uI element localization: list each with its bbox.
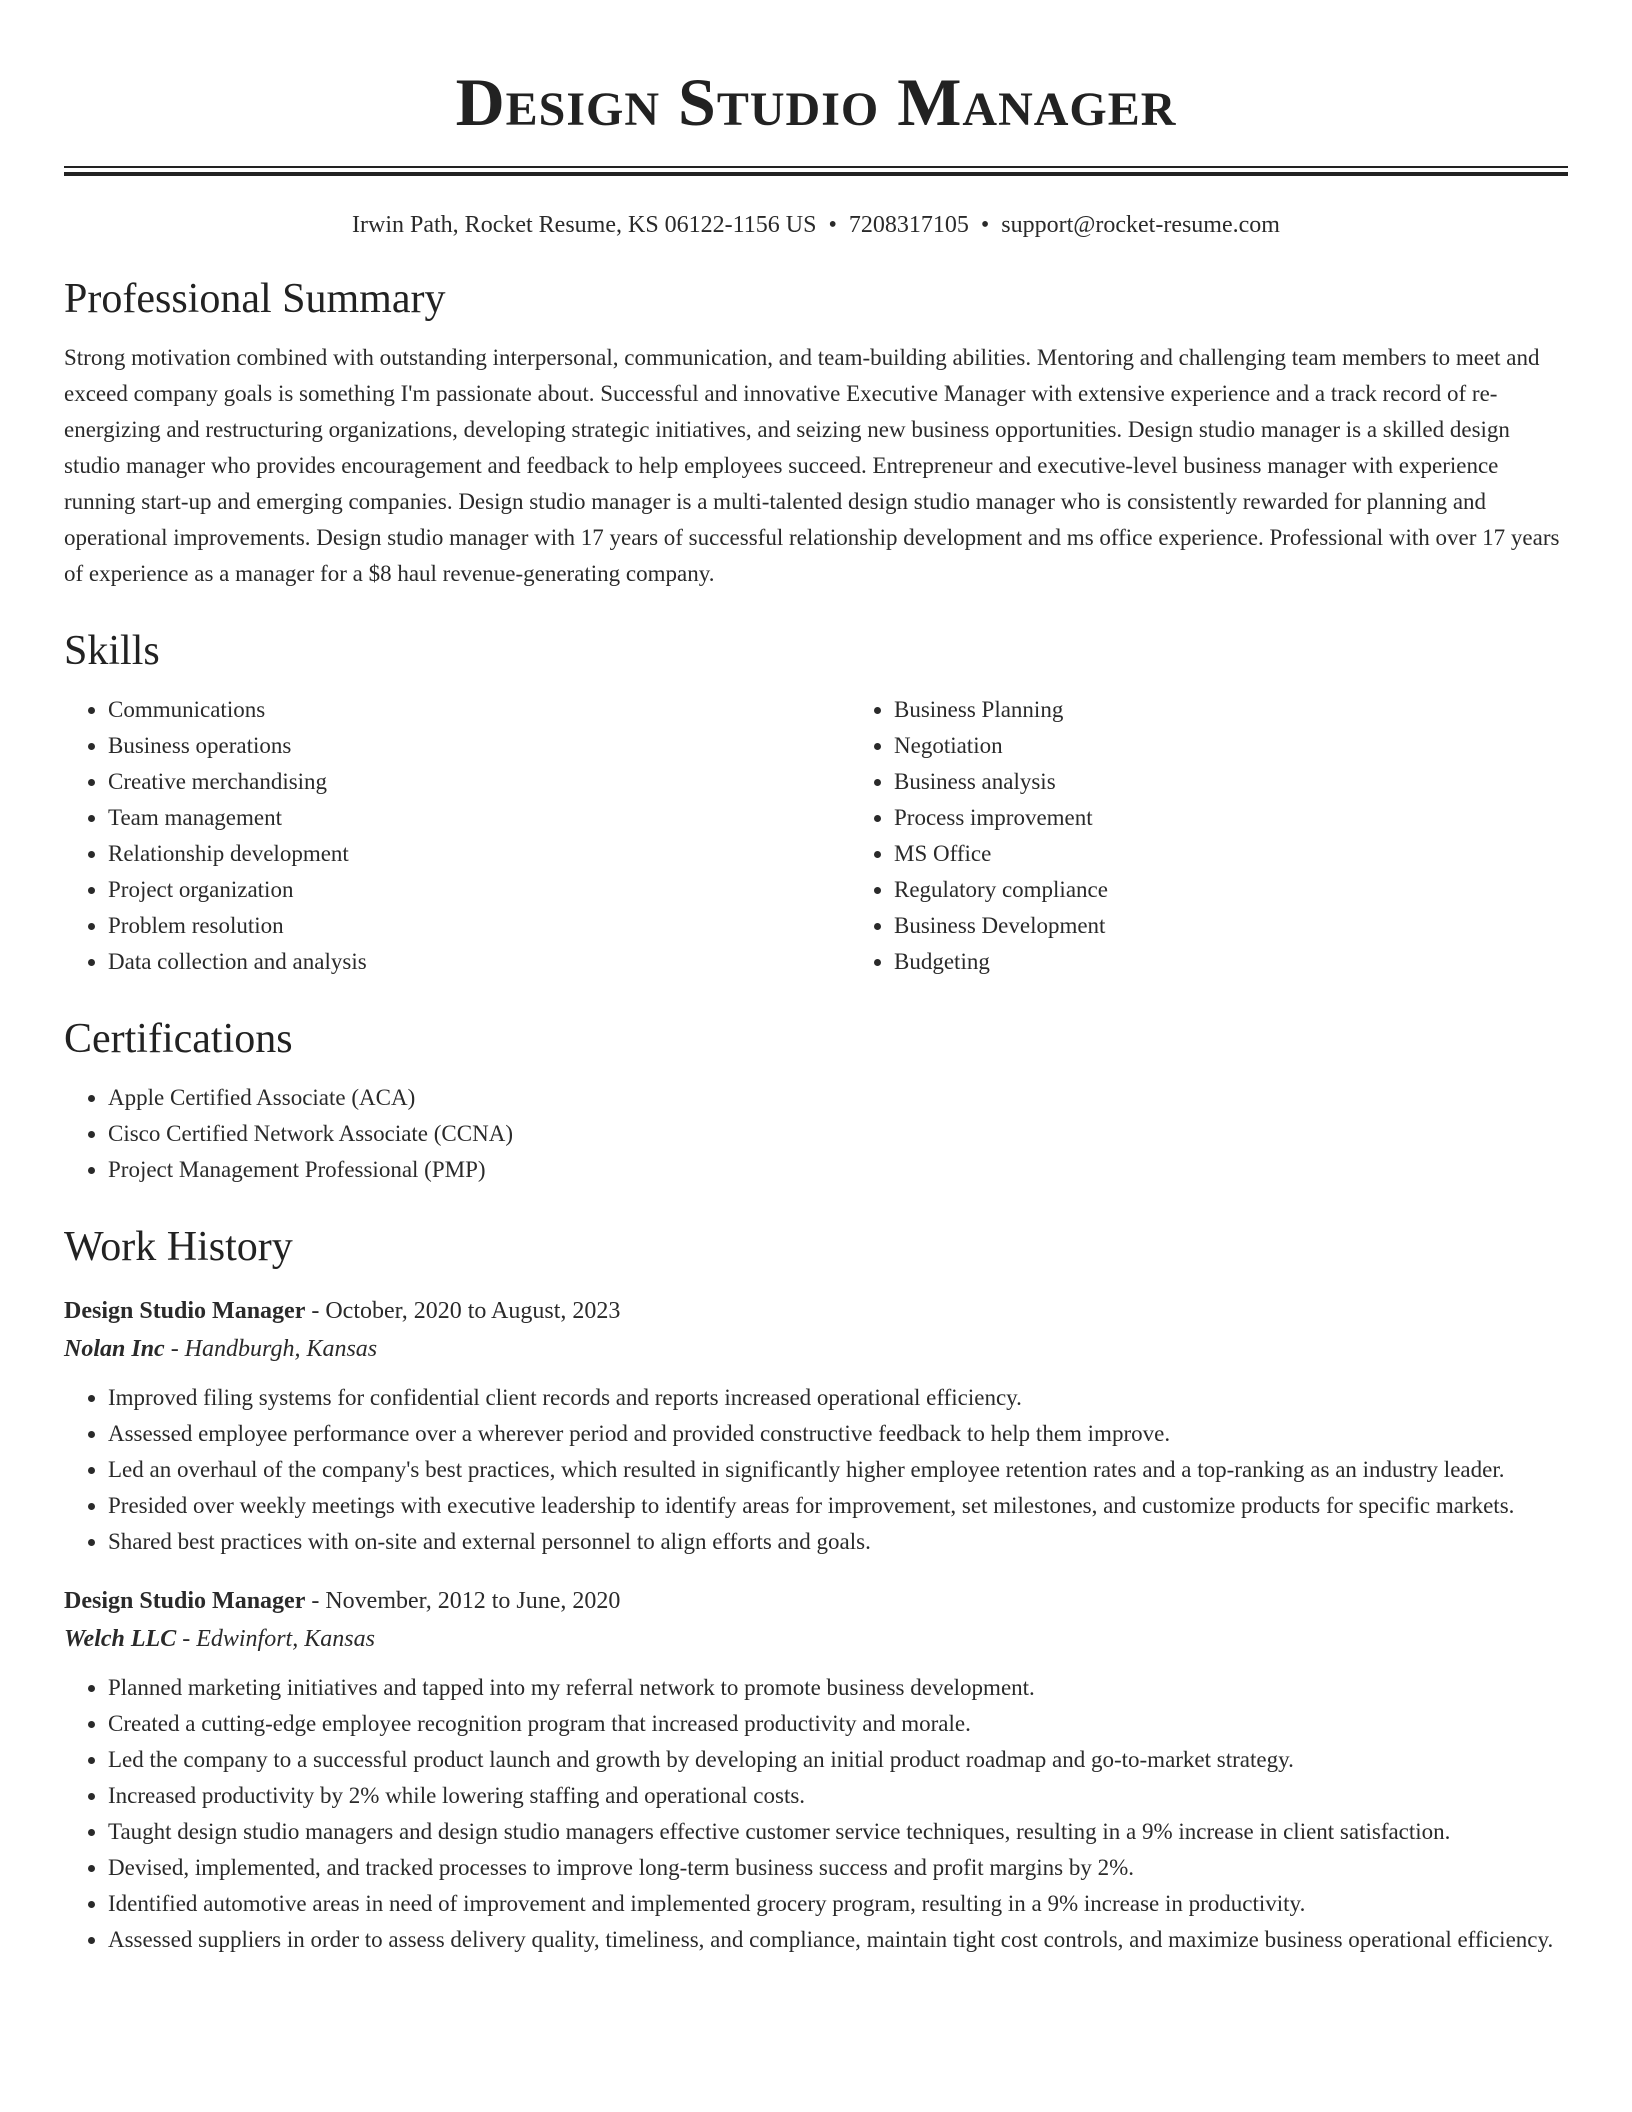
job-dates: - November, 2012 to June, 2020 (305, 1588, 621, 1614)
contact-separator: • (980, 212, 990, 238)
skill-item: • Business analysis (894, 764, 1632, 800)
job-company: Welch LLC (64, 1626, 177, 1652)
skill-item: • Process improvement (894, 800, 1632, 836)
certifications-heading: Certifications (64, 1016, 293, 1062)
job-entry (64, 1292, 1568, 1560)
skill-item: • Problem resolution (108, 908, 850, 944)
skills-heading: Skills (64, 628, 160, 674)
skill-item: • Creative merchandising (108, 764, 850, 800)
job-bullet: • Taught design studio managers and design studio managers effective customer service techniques, resulting in a 9% increase in client satisfaction. (108, 1814, 1568, 1850)
skill-item: • Relationship development (108, 836, 850, 872)
job-bullet: • Increased productivity by 2% while lowering staffing and operational costs. (108, 1778, 1568, 1814)
certification-item: • Cisco Certified Network Associate (CCNA) (108, 1116, 1568, 1152)
skill-item: • Project organization (108, 872, 850, 908)
job-bullet: • Improved filing systems for confidential client records and reports increased operational efficiency. (108, 1380, 1568, 1416)
job-bullet: • Planned marketing initiatives and tapped into my referral network to promote business development. (108, 1670, 1568, 1706)
skill-item: • Negotiation (894, 728, 1632, 764)
summary-heading: Professional Summary (64, 276, 446, 322)
job-entry (64, 1582, 1568, 1958)
skill-item: • MS Office (894, 836, 1632, 872)
skill-item: • Data collection and analysis (108, 944, 850, 980)
job-bullet: • Presided over weekly meetings with executive leadership to identify areas for improvement, set milestones, and customize products for specific markets. (108, 1488, 1568, 1524)
certification-item: • Apple Certified Associate (ACA) (108, 1080, 1568, 1116)
job-employer (64, 1620, 1568, 1658)
contact-separator: • (828, 212, 837, 238)
skills-columns (64, 692, 1568, 980)
job-company: Nolan Inc (64, 1336, 165, 1362)
skill-item: • Budgeting (894, 944, 1632, 980)
skill-item: • Regulatory compliance (894, 872, 1632, 908)
job-title: Design Studio Manager (64, 1588, 306, 1614)
job-location: - Edwinfort, Kansas (176, 1626, 375, 1652)
skill-item: • Business operations (108, 728, 850, 764)
title-double-rule (64, 166, 1568, 176)
job-bullet: • Led an overhaul of the company's best practices, which resulted in significantly higher employee retention rates and a top-ranking as an industry leader. (108, 1452, 1568, 1488)
contact-line (64, 210, 1568, 240)
resume-title: Design Studio Manager (455, 64, 1177, 140)
skill-item: • Communications (108, 692, 850, 728)
job-bullet: • Assessed employee performance over a wherever period and provided constructive feedback to help them improve. (108, 1416, 1568, 1452)
job-dates: - October, 2020 to August, 2023 (305, 1298, 621, 1324)
skill-item: • Team management (108, 800, 850, 836)
certifications-list (64, 1080, 1568, 1188)
job-header (64, 1582, 1568, 1620)
job-bullet: • Led the company to a successful product launch and growth by developing an initial product roadmap and go-to-market strategy. (108, 1742, 1568, 1778)
job-header (64, 1292, 1568, 1330)
contact-email: support@rocket-resume.com (1001, 212, 1280, 238)
job-bullet: • Shared best practices with on-site and external personnel to align efforts and goals. (108, 1524, 1568, 1560)
job-location: - Handburgh, Kansas (164, 1336, 378, 1362)
job-employer (64, 1330, 1568, 1368)
job-bullet: • Assessed suppliers in order to assess delivery quality, timeliness, and compliance, maintain tight cost controls, and maximize business operational efficiency. (108, 1922, 1568, 1958)
skills-list-right (850, 692, 1632, 980)
job-bullets (64, 1380, 1568, 1560)
certification-item: • Project Management Professional (PMP) (108, 1152, 1568, 1188)
summary-text: Strong motivation combined with outstanding interpersonal, communication, and team-building abilities. Mentoring and challenging team members to meet and exceed company goals is something I'm passionate about. Successful and innovative Executive Manager with extensive experience and a track record of re-energizing and restructuring organizations, developing strategic initiatives, and seizing new business opportunities. Design studio manager is a skilled design studio manager who provides encouragement and feedback to help employees succeed. Entrepreneur and executive-level business manager with experience running start-up and emerging companies. Design studio manager is a multi-talented design studio manager who is consistently rewarded for planning and operational improvements. Design studio manager with 17 years of successful relationship development and ms office experience. Professional with over 17 years of experience as a manager for a $8 haul revenue-generating company. (64, 345, 1560, 586)
job-bullet: • Identified automotive areas in need of improvement and implemented grocery program, resulting in a 9% increase in productivity. (108, 1886, 1568, 1922)
contact-address: Irwin Path, Rocket Resume, KS 06122-1156 US (352, 212, 817, 238)
job-bullets (64, 1670, 1568, 1958)
skills-list-left (64, 692, 850, 980)
work-history-heading: Work History (64, 1224, 293, 1270)
skill-item: • Business Development (894, 908, 1632, 944)
job-bullet: • Created a cutting-edge employee recognition program that increased productivity and morale. (108, 1706, 1568, 1742)
job-title: Design Studio Manager (64, 1298, 306, 1324)
skill-item: • Business Planning (894, 692, 1632, 728)
contact-phone: 7208317105 (848, 212, 969, 238)
job-bullet: • Devised, implemented, and tracked processes to improve long-term business success and profit margins by 2%. (108, 1850, 1568, 1886)
